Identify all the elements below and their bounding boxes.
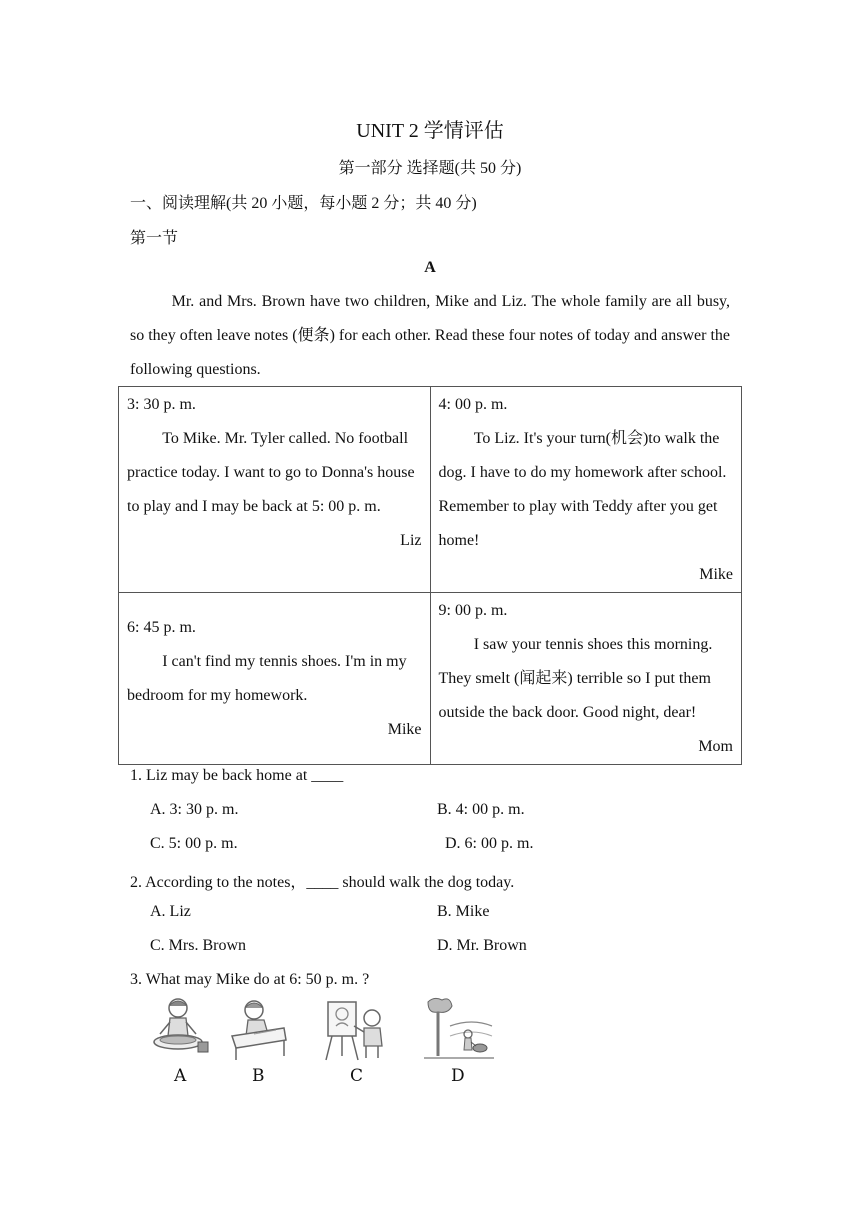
part-heading: 第一部分 选择题(共 50 分) [338,160,522,177]
option-c: C. 5: 00 p. m. [150,835,238,852]
note-signature: Mom [698,738,733,755]
note-time: 3: 30 p. m. [127,396,196,413]
note-time: 4: 00 p. m. [438,396,508,413]
painting-picture [320,996,390,1062]
note-body: To Mike. Mr. Tyler called. No football practice today. I want to go to Donna's house to play and I may be back at 5: 00 p. m. [127,430,415,515]
option-c: C. Mrs. Brown [150,937,247,954]
page-title: UNIT 2 学情评估 [356,120,504,142]
note-time: 9: 00 p. m. [438,602,508,619]
picture-label-c: C [350,1066,364,1086]
washing-dishes-picture [148,996,218,1062]
picture-label-a: A [174,1066,187,1086]
table-row [119,593,742,765]
note-time: 6: 45 p. m. [127,619,196,636]
table-row [119,387,742,593]
option-a: A. 3: 30 p. m. [150,801,239,818]
note-cell [119,593,431,765]
question-2-stem: 2. According to the notes，____ should walk the dog today. [130,874,515,891]
section-heading: 一、阅读理解(共 20 小题，每小题 2 分；共 40 分) [130,195,477,212]
homework-picture [224,996,294,1062]
note-signature: Mike [699,566,733,583]
note-body: I can't find my tennis shoes. I'm in my bedroom for my homework. [127,653,407,704]
note-cell [430,593,742,765]
note-cell [119,387,431,593]
option-d: D. Mr. Brown [437,937,527,954]
subsection-heading: 第一节 [130,230,179,247]
option-a: A. Liz [150,903,191,920]
picture-label-d: D [451,1066,465,1086]
passage-intro: Mr. and Mrs. Brown have two children, Mike and Liz. The whole family are all busy, so they often leave notes (便条) for each other. Read these four notes of today and answer the following questions. [130,293,730,378]
option-b: B. 4: 00 p. m. [437,801,525,818]
question-1-stem: 1. Liz may be back home at ____ [130,767,344,784]
picture-label-b: B [252,1066,265,1086]
walking-dog-picture [424,996,494,1062]
note-body: I saw your tennis shoes this morning. They smelt (闻起来) terrible so I put them outside the back door. Good night, dear! [438,636,713,721]
note-signature: Mike [387,721,422,738]
option-b: B. Mike [437,903,490,920]
notes-table [118,386,742,765]
note-signature: Liz [400,532,422,549]
passage-label: A [424,259,436,276]
answer-pictures [148,996,508,1092]
note-cell [430,387,742,593]
option-d: D. 6: 00 p. m. [445,835,534,852]
question-3-stem: 3. What may Mike do at 6: 50 p. m. ? [130,971,370,988]
note-body: To Liz. It's your turn(机会)to walk the dog. I have to do my homework after school. Remember to play with Teddy after you get home! [438,430,727,549]
